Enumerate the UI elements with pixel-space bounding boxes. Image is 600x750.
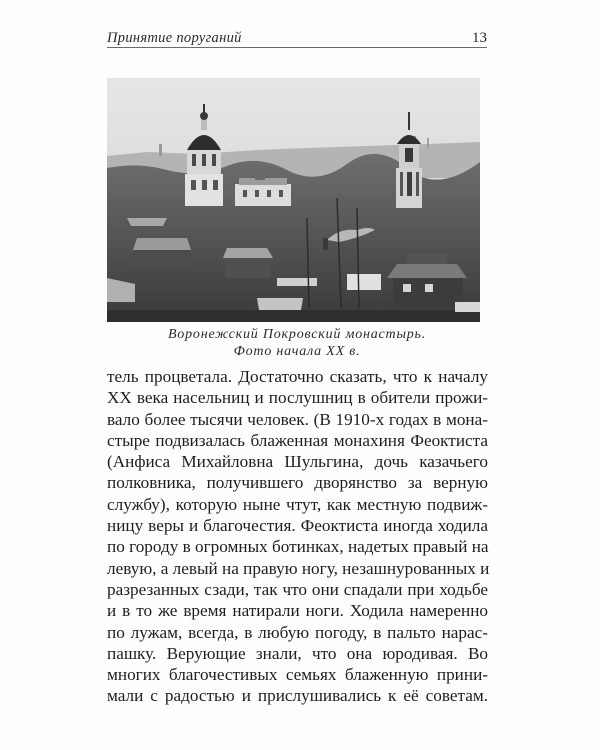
text-line: разрезанных сзади, так что они спадали при ходьбе — [107, 579, 488, 599]
page-number: 13 — [472, 30, 487, 46]
text-line: по лужам, всегда, в любую погоду, в пальто нарас- — [107, 622, 488, 642]
text-line: службу), которую ныне чтут, как местную подвиж- — [107, 494, 488, 514]
running-head — [107, 27, 487, 48]
figure-caption — [107, 326, 487, 360]
text-line: по городу в огромных ботинках, надетых правый на — [107, 537, 489, 557]
text-line: левую, а левый на правую ногу, незашнурованных и — [107, 558, 490, 578]
text-line: и в то же время натирали ноги. Ходила намеренно — [107, 601, 488, 621]
text-line: пашку. Верующие знали, что она юродивая. Во — [107, 643, 488, 663]
caption-line-1: Воронежский Покровский монастырь. — [167, 327, 427, 342]
text-line: вало более тысячи человек. (В 1910-х годах в мона- — [107, 409, 488, 429]
caption-line-2: Фото начала XX в. — [233, 344, 361, 359]
text-line: ницу веры и благочестия. Феоктиста иногда ходила — [107, 516, 488, 536]
monastery-photo — [107, 78, 480, 322]
body-paragraph — [107, 366, 488, 707]
text-line: стыре подвизалась блаженная монахиня Феоктиста — [107, 430, 488, 450]
text-line: полковника, получившего дворянство за верную — [107, 473, 488, 493]
text-line: мали с радостью и прислушивались к её советам. — [107, 686, 488, 706]
text-line: тель процветала. Достаточно сказать, что к началу — [107, 367, 488, 386]
text-line: XX века насельниц и послушниц в обители прожи- — [107, 388, 488, 408]
chapter-title: Принятие поруганий — [107, 30, 242, 46]
text-line: многих благочестивых семьях блаженную прини- — [107, 665, 488, 685]
text-line: (Анфиса Михайловна Шульгина, дочь казачьего — [107, 452, 488, 472]
